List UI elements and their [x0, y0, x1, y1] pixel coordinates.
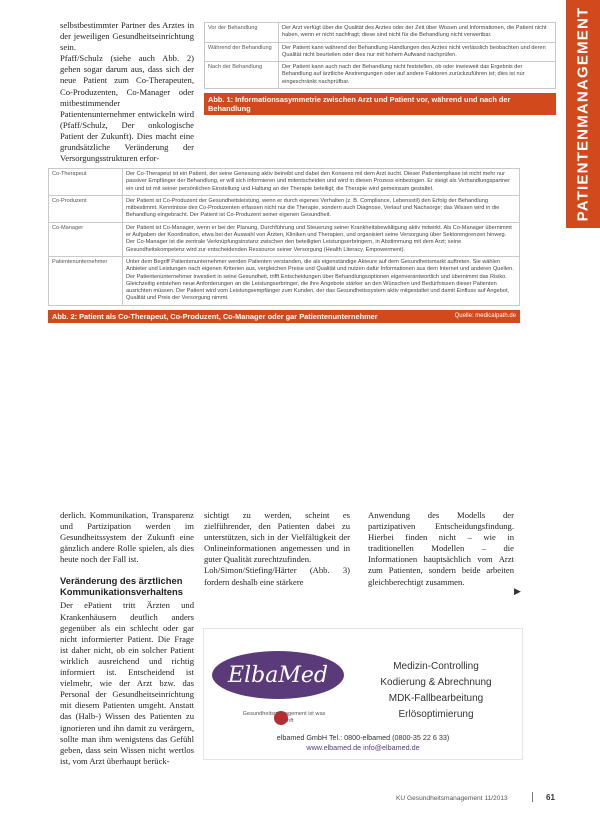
- row-key: Co-Produzent: [49, 195, 123, 222]
- left-column-lower: [60, 510, 194, 767]
- row-key: Co-Manager: [49, 222, 123, 256]
- left-column-top-text: selbstbestimmter Partner des Arztes in der jeweiligen Gesundheitseinrichtung sein. Pfaff/Schulz (siehe auch Abb. 2) gehen sogar darum aus, dass sich der neue Patient zum Co-Therapeuten, Co-Produzenten, Co-Manager oder mitbestimmender Patientenunternehmer entwickeln wird (Pfaff/Schulz, Der onkologische Patient der Zukunft). Dies macht eine grundsätzliche Veränderung der Versorgungsstrukturen erfor-: [60, 20, 194, 164]
- table-row: [205, 42, 556, 62]
- figure-2-caption-bar: [48, 310, 520, 323]
- ad-service-item: Kodierung & Abrechnung: [380, 677, 492, 688]
- table-row: [205, 23, 556, 43]
- row-text: Der Patient kann auch nach der Behandlung nicht feststellen, ob oder inwieweit das Ergebnis der Behandlung auf ärztliche Anstrengungen oder auf andere Faktoren zurückzuführen ist; dies ist nur eingeschränkt nachprüfbar.: [279, 62, 556, 89]
- row-key: Co-Therapeut: [49, 169, 123, 196]
- figure-2: [48, 168, 520, 323]
- right-column-text: Anwendung des Modells der partizipativen Entscheidungsfindung. Hierbei finden nicht – wie in traditionellen Modellen – die Informationen hauptsächlich vom Arzt zum Patienten, sondern beide arbeiten gleichberechtigt zusammen.: [368, 510, 514, 587]
- side-section-label: PATIENTENMANAGEMENT: [574, 6, 592, 222]
- row-text: Der Patient ist Co-Manager, wenn er bei der Planung, Durchführung und Steuerung seiner Krankheitsbewältigung aktiv mitwirkt. Als Co-Manager übernimmt er Aufgaben der Koordination, etwa bei der Auswahl von Ärzten, Kliniken und Therapien, und organisiert seine Versorgung über Sektorengrenzen hinweg. Der Co-Manager ist die zentrale Verknüpfungsinstanz zwischen den beteiligten Leistungserbringern, in Abstimmung mit dem Arzt; seine Gesundheitskompetenz wird zur entscheidenden Ressource seiner Versorgung (Health Literacy, Empowerment).: [123, 222, 520, 256]
- ad-service-item: Erlösoptimierung: [398, 709, 474, 720]
- figure-1-caption: Abb. 1: Informationsasymmetrie zwischen Arzt und Patient vor, während und nach der Behandlung: [204, 93, 556, 115]
- footer-journal: KU Gesundheitsmanagement 11/2013: [396, 795, 508, 802]
- row-key: Während der Behandlung: [205, 42, 279, 62]
- table-row: [49, 256, 520, 305]
- ad-tagline: Gesundheitsmanagement ist was Zukunft: [242, 711, 326, 724]
- ad-logo: ElbaMed: [228, 662, 328, 688]
- table-row: [49, 169, 520, 196]
- table-row: [205, 62, 556, 89]
- ad-service-item: Medizin-Controlling: [393, 661, 479, 672]
- ad-web[interactable]: www.elbamed.de info@elbamed.de: [306, 743, 420, 752]
- table-row: [49, 222, 520, 256]
- page-number: 61: [546, 793, 555, 802]
- paragraph: Der ePatient tritt Ärzten und Krankenhäusern deutlich anders gegenüber als ein schlecht oder gar nicht informierter Patient. Die Frage ist daher nicht, ob ein solcher Patient wirklich ausreichend und richtig informiert ist. Entscheidend ist vielmehr, wie der Arzt bzw. das Personal der Gesundheitseinrichtung mit diesem Patienten umgeht. Anstatt das (Halb-) Wissen des Patienten zu ignorieren und ihn damit zu verärgern, sollte man ihm wenigstens das Gefühl geben, dass sein Wissen nicht wertlos ist, vom Arzt überhaupt berück-: [60, 600, 194, 766]
- figure-1: [204, 22, 556, 115]
- row-text: Der Patient ist Co-Produzent der Gesundheitsleistung, wenn er durch eigenes Verhalten (z. B. Compliance, Lebensstil) den Erfolg der Behandlung mitbestimmt. Kenntnisse des Co-Produzenten erfassen nicht nur die Therapie, sondern auch Diagnose, Verlauf und Nachsorge; das Wissen wird in die Behandlung eingebracht. Der Patient ist Co-Produzent seiner eigenen Gesundheit.: [123, 195, 520, 222]
- ad-logo-badge: [212, 651, 344, 699]
- advertisement[interactable]: [203, 628, 523, 760]
- figure-2-source: Quelle: medicalpath.de: [454, 312, 516, 319]
- row-text: Der Co-Therapeut ist ein Patient, der seine Genesung aktiv betreibt und dabei den Konsens mit dem Arzt sucht. Dieser Patientenphase ist nicht mehr nur passiver Empfänger der Behandlung, er will sich informieren und mitentscheiden und wird in diesen Prozess einbezogen. Er steigt als Verhandlungspartner ein und ist mit seiner persönlichen Einstellung und Haltung an der Therapie beteiligt; die Therapie wird gemeinsam gestaltet.: [123, 169, 520, 196]
- footer-divider: [532, 792, 533, 802]
- row-text: Der Patient kann während der Behandlung Handlungen des Arztes nicht verlässlich beobachten und deren Qualität nicht beurteilen oder dies nur mit hohem Aufwand nachprüfen.: [279, 42, 556, 62]
- ad-service-item: MDK-Fallbearbeitung: [388, 693, 484, 704]
- middle-column-text: sichtigt zu werden, scheint es zielführender, den Patienten dabei zu unterstützen, sich in der Vielfältigkeit der Onlineinformationen angemessen und in guter Qualität zurechtzufinden. Loh/Simon/Stiefing/Härter (Abb. 3) fordern deshalb eine stärkere: [204, 510, 350, 587]
- row-key: Patientenunternehmer: [49, 256, 123, 305]
- side-section-tab: [566, 0, 600, 228]
- paragraph: derlich. Kommunikation, Transparenz und Partizipation werden im Gesundheitssystem der Zukunft eine gänzlich andere Rolle spielen, als dies heute noch der Fall ist.: [60, 510, 194, 565]
- row-text: Unter dem Begriff Patientenunternehmer werden Patienten verstanden, die als eigenständige Akteure auf dem Gesundheitsmarkt auftreten. Sie wählen Anbieter und Leistungen nach eigenen Kriterien aus, vergleichen Preise und Qualität und nutzen dafür Informationen aus dem Internet und anderen Quellen. Der Patientenunternehmer investiert in seine Gesundheit, trifft Entscheidungen über Behandlungsoptionen eigenverantwortlich und übernimmt das Risiko. Gleichzeitig entstehen neue Anforderungen an die Leistungserbringer, die ihre Angebote stärker an den Wünschen und Bedürfnissen dieser Patienten ausrichten müssen. Der Patient wird vom Leistungsempfänger zum Kunden, der das Gesundheitssystem aktiv mitgestaltet und damit Einfluss auf Angebot, Qualität und Preis der Versorgung nimmt.: [123, 256, 520, 305]
- row-key: Vor der Behandlung: [205, 23, 279, 43]
- figure-1-table: [204, 22, 556, 89]
- table-row: [49, 195, 520, 222]
- row-key: Nach der Behandlung: [205, 62, 279, 89]
- row-text: Der Arzt verfügt über die Qualität des Arztes oder der Zeit über Wissen und Informationen, die Patient nicht haben, wenn er nicht nachfragt; diese sind nicht für die Behandlung nicht verwertbar.: [279, 23, 556, 43]
- ad-contact: elbamed GmbH Tel.: 0800-elbamed (0800-35 22 6 33): [276, 733, 450, 742]
- ad-contact-block: [204, 733, 522, 753]
- figure-2-caption: Abb. 2: Patient als Co-Therapeut, Co-Produzent, Co-Manager oder gar Patientenunternehmer: [52, 311, 378, 321]
- figure-2-table: [48, 168, 520, 306]
- section-heading: Veränderung des ärztlichen Kommunikationsverhaltens: [60, 575, 183, 598]
- continue-arrow-icon: ▶: [514, 586, 521, 596]
- ad-services: [352, 659, 520, 723]
